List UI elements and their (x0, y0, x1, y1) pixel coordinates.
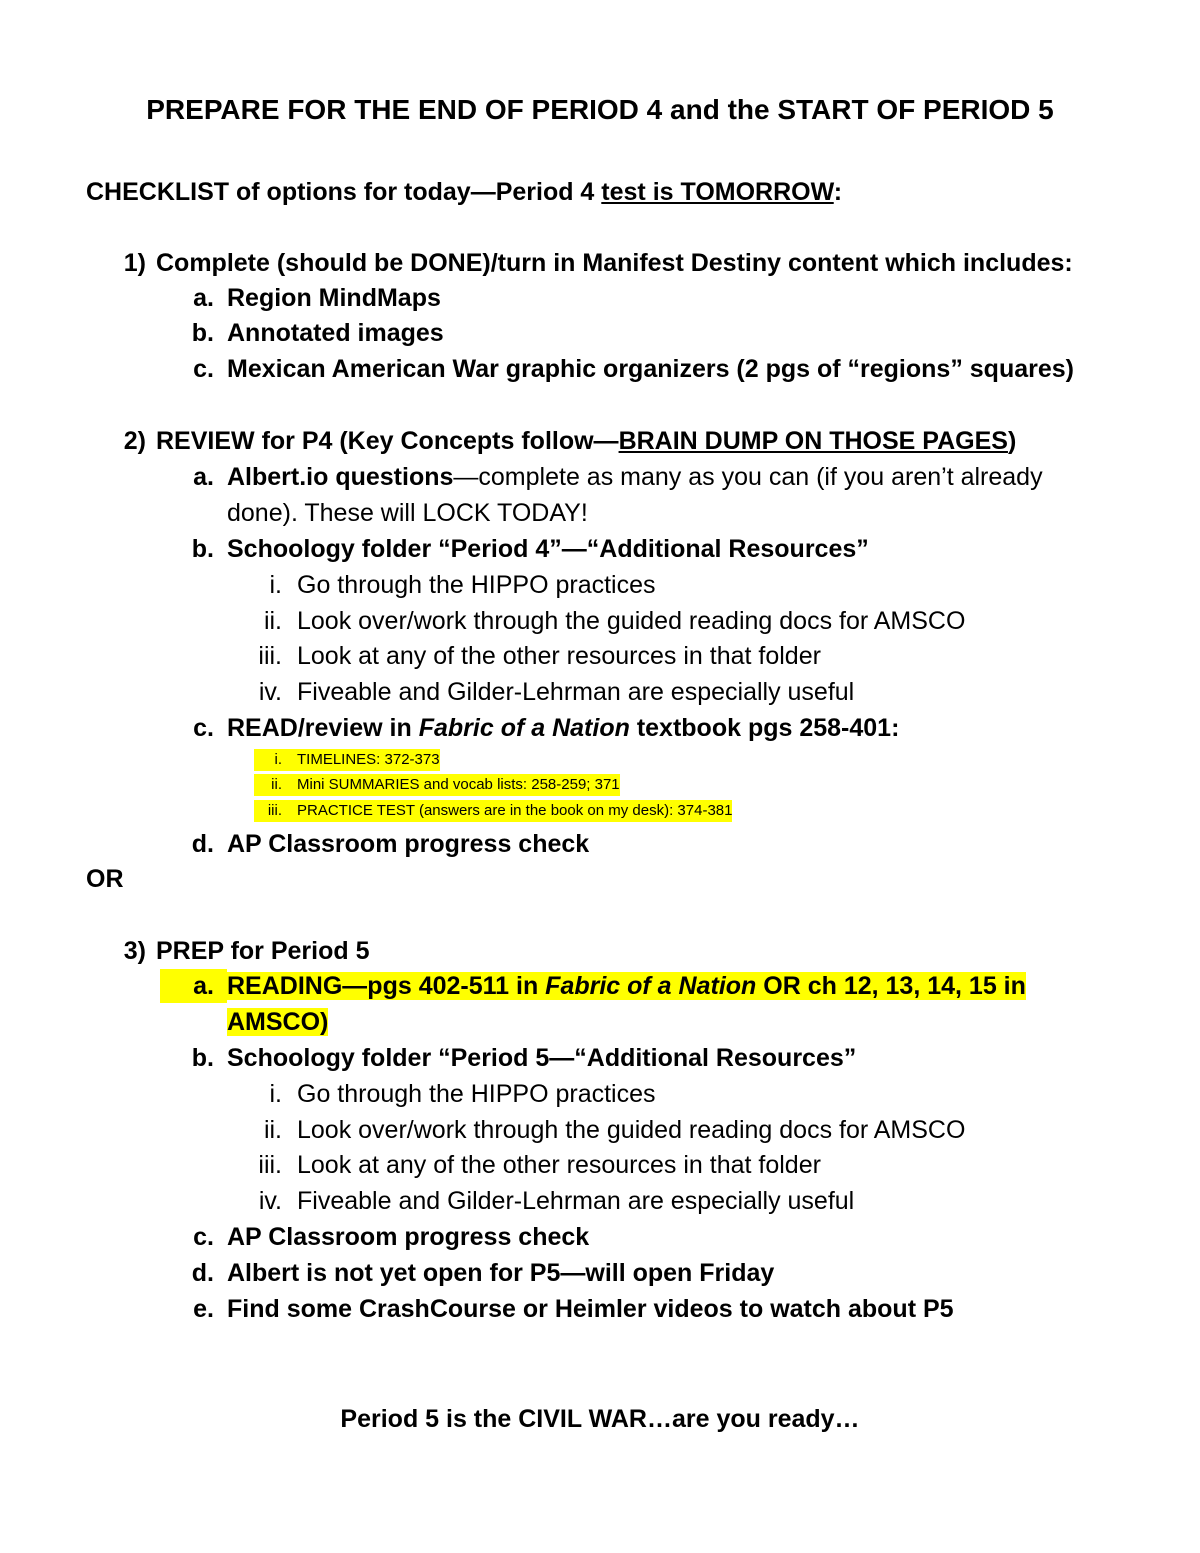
section2-a-line2: done). These will LOCK TODAY! (227, 499, 588, 527)
albert-io-label: Albert.io questions (227, 463, 454, 491)
subitem-hippo: Go through the HIPPO practices (297, 1080, 656, 1108)
read-review-textbook (227, 711, 899, 745)
section1-item-marker: a. (193, 284, 214, 312)
practice-test-item: PRACTICE TEST (answers are in the book on my desk): 374-381 (282, 800, 732, 822)
timelines-item: TIMELINES: 372-373 (282, 749, 440, 771)
highlight-subitem-marker: ii. (254, 774, 282, 796)
section1-item-marker: b. (191, 319, 214, 347)
schoology-folder-p5: Schoology folder “Period 5—“Additional Resources” (227, 1044, 857, 1072)
read-review-pre: READ/review in (227, 714, 419, 742)
subitem-marker: i. (269, 571, 282, 599)
ap-classroom-check-p5: AP Classroom progress check (227, 1223, 590, 1251)
mini-summaries-item: Mini SUMMARIES and vocab lists: 258-259; 371 (282, 774, 620, 796)
section1-item-marker: c. (193, 355, 214, 383)
subitem-other-resources: Look at any of the other resources in that folder (297, 1151, 821, 1179)
highlight-subitem-marker: iii. (254, 800, 282, 822)
albert-not-open: Albert is not yet open for P5—will open Friday (227, 1259, 775, 1287)
checklist-colon: : (833, 178, 843, 206)
brain-dump-text: BRAIN DUMP ON THOSE PAGES (618, 427, 1008, 455)
section2-heading-close: ) (1007, 427, 1017, 455)
subitem-fiveable: Fiveable and Gilder-Lehrman are especially useful (297, 678, 855, 706)
section3-number: 3) (123, 937, 146, 965)
reading-assignment-line1 (227, 969, 1026, 1003)
subitem-marker: ii. (263, 1116, 282, 1144)
fabric-of-a-nation-title: Fabric of a Nation (418, 714, 630, 742)
page-title: PREPARE FOR THE END OF PERIOD 4 and the START OF PERIOD 5 (146, 94, 1054, 125)
section3-c-marker: c. (193, 1223, 214, 1251)
reading-textbook-title: Fabric of a Nation (545, 972, 757, 1000)
section2-a-line1 (227, 460, 1043, 494)
section1-item-region-mindmaps: Region MindMaps (227, 284, 441, 312)
checklist-test-tomorrow: test is TOMORROW (601, 178, 834, 206)
section2-number: 2) (123, 427, 146, 455)
reading-label: READING— (227, 972, 368, 1000)
section2-b-marker: b. (191, 535, 214, 563)
section2-heading-text: REVIEW for P4 (Key Concepts follow— (156, 427, 619, 455)
subitem-guided-reading: Look over/work through the guided reading docs for AMSCO (297, 1116, 966, 1144)
section2-heading (156, 424, 1016, 458)
section1-item-graphic-organizers: Mexican American War graphic organizers (2 pgs of “regions” squares) (227, 355, 1074, 383)
section1-item-annotated-images: Annotated images (227, 319, 444, 347)
reading-chapters: OR ch 12, 13, 14, 15 in (756, 972, 1026, 1000)
closing-line: Period 5 is the CIVIL WAR…are you ready… (340, 1405, 860, 1433)
reading-amsco: AMSCO) (227, 1008, 329, 1036)
subitem-marker: iii. (258, 1151, 282, 1179)
highlight-subitem-marker: i. (254, 749, 282, 771)
subitem-fiveable: Fiveable and Gilder-Lehrman are especially useful (297, 1187, 855, 1215)
section3-a-marker: a. (160, 969, 227, 1003)
reading-pages: pgs 402-511 in (367, 972, 546, 1000)
subitem-guided-reading: Look over/work through the guided reading docs for AMSCO (297, 607, 966, 635)
section1-number: 1) (123, 249, 146, 277)
crashcourse-videos: Find some CrashCourse or Heimler videos to watch about P5 (227, 1295, 954, 1323)
read-review-post: textbook pgs 258-401: (629, 714, 900, 742)
section2-a-marker: a. (193, 463, 214, 491)
section3-d-marker: d. (191, 1259, 214, 1287)
subitem-marker: ii. (263, 607, 282, 635)
albert-io-rest: —complete as many as you can (if you aren’t already (453, 463, 1043, 491)
subitem-marker: iii. (258, 642, 282, 670)
checklist-intro-text: CHECKLIST of options for today—Period 4 (86, 178, 602, 206)
section3-e-marker: e. (193, 1295, 214, 1323)
or-label: OR (86, 865, 124, 893)
subitem-marker: iv. (258, 1187, 282, 1215)
subitem-marker: iv. (258, 678, 282, 706)
subitem-marker: i. (269, 1080, 282, 1108)
section2-d-marker: d. (191, 830, 214, 858)
subitem-hippo: Go through the HIPPO practices (297, 571, 656, 599)
subitem-other-resources: Look at any of the other resources in that folder (297, 642, 821, 670)
section3-b-marker: b. (191, 1044, 214, 1072)
ap-classroom-check-p4: AP Classroom progress check (227, 830, 590, 858)
schoology-folder-p4: Schoology folder “Period 4”—“Additional Resources” (227, 535, 869, 563)
section2-c-marker: c. (193, 714, 214, 742)
section1-heading: Complete (should be DONE)/turn in Manifest Destiny content which includes: (156, 249, 1073, 277)
section3-heading: PREP for Period 5 (156, 937, 370, 965)
reading-assignment-line2 (227, 1005, 328, 1039)
checklist-intro (86, 175, 842, 209)
